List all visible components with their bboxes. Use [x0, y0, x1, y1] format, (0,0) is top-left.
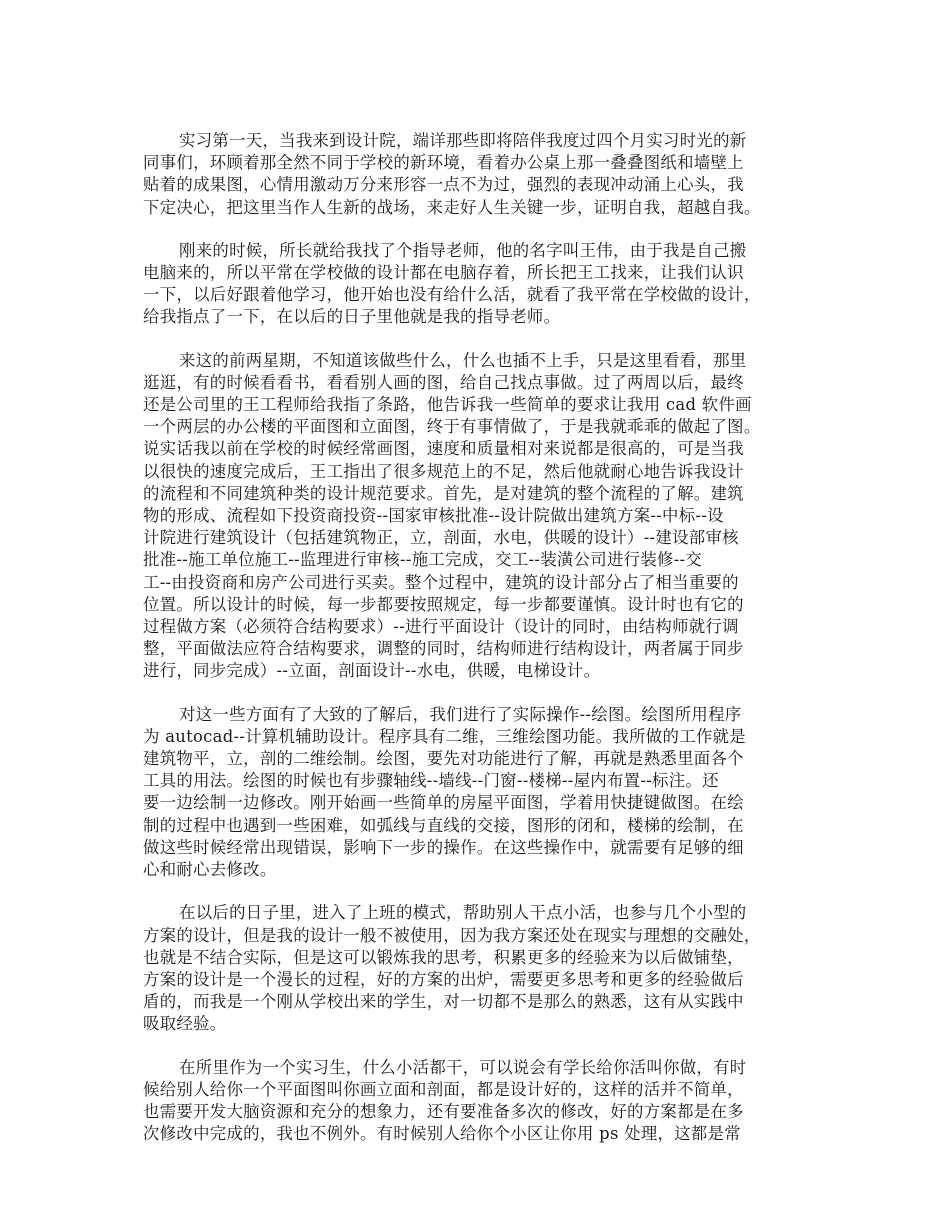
paragraph-line: 下定决心，把这里当作人生新的战场，来走好人生关键一步，证明自我，超越自我。 [143, 197, 761, 217]
paragraph-line: 逛逛，有的时候看看书，看看别人画的图，给自己找点事做。过了两周以后，最终 [143, 372, 744, 392]
paragraph-line: 为 autocad--计算机辅助设计。程序具有二维，三维绘图功能。我所做的工作就是 [143, 726, 746, 746]
paragraph-line: 候给别人给你一个平面图叫你画立面和剖面，都是设计好的，这样的活并不简单， [143, 1079, 744, 1099]
paragraph-line: 工--由投资商和房产公司进行买卖。整个过程中，建筑的设计部分占了相当重要的 [143, 572, 739, 592]
paragraph-line: 整，平面做法应符合结构要求，调整的同时，结构师进行结构设计，两者属于同步 [143, 639, 744, 659]
paragraph-line: 实习第一天，当我来到设计院，端详那些即将陪伴我度过四个月实习时光的新 [179, 131, 747, 150]
paragraph-line: 来这的前两星期，不知道该做些什么，什么也插不上手，只是这里看看，那里 [179, 350, 747, 370]
paragraph [143, 1057, 823, 1146]
paragraph-line: 次修改中完成的，我也不例外。有时候别人给你个小区让你用 ps 处理，这都是常 [143, 1124, 742, 1144]
paragraph-line: 一下，以后好跟着他学习，他开始也没有给什么活，就看了我平常在学校做的设计， [143, 285, 761, 305]
paragraph-line: 方案的设计是一个漫长的过程，好的方案的出炉，需要更多思考和更多的经验做后 [143, 969, 744, 989]
paragraph-line: 批准--施工单位施工--监理进行审核--施工完成，交工--装潢公司进行装修--交 [143, 550, 703, 570]
paragraph-line: 刚来的时候，所长就给我找了个指导老师，他的名字叫王伟，由于我是自己搬 [179, 240, 747, 260]
paragraph-line: 以很快的速度完成后，王工指出了很多规范上的不足，然后他就耐心地告诉我设计 [143, 461, 744, 481]
paragraph-line: 还是公司里的王工程师给我指了条路，他告诉我一些简单的要求让我用 cad 软件画 [143, 395, 752, 415]
paragraph [143, 240, 823, 329]
paragraph-line: 工具的用法。绘图的时候也有步骤轴线--墙线--门窗--楼梯--屋内布置--标注。还 [143, 771, 719, 791]
paragraph-line: 心和耐心去修改。 [143, 860, 277, 880]
paragraph-line: 做这些时候经常出现错误，影响下一步的操作。在这些操作中，就需要有足够的细 [143, 837, 744, 857]
paragraph-line: 制的过程中也遇到一些困难，如弧线与直线的交接，图形的闭和，楼梯的绘制，在 [143, 815, 744, 835]
document-body [143, 130, 823, 1166]
paragraph-line: 过程做方案（必须符合结构要求）--进行平面设计（设计的同时，由结构师就行调 [143, 617, 739, 637]
paragraph [143, 350, 823, 683]
paragraph-line: 吸取经验。 [143, 1014, 227, 1034]
paragraph-line: 贴着的成果图，心情用激动万分来形容一点不为过，强烈的表现冲动涌上心头，我 [143, 175, 744, 195]
paragraph-line: 也需要开发大脑资源和充分的想象力，还有要准备多次的修改，好的方案都是在多 [143, 1101, 744, 1121]
paragraph-line: 说实话我以前在学校的时候经常画图，速度和质量相对来说都是很高的，可是当我 [143, 439, 744, 459]
paragraph-line: 在所里作为一个实习生，什么小活都干，可以说会有学长给你活叫你做，有时 [179, 1057, 747, 1077]
paragraph-line: 一个两层的办公楼的平面图和立面图，终于有事情做了，于是我就乖乖的做起了图。 [143, 417, 761, 437]
paragraph-line: 的流程和不同建筑种类的设计规范要求。首先，是对建筑的整个流程的了解。建筑 [143, 483, 744, 503]
paragraph-line: 也就是不结合实际，但是这可以锻炼我的思考，积累更多的经验来为以后做铺垫， [143, 947, 744, 967]
paragraph-line: 位置。所以设计的时候，每一步都要按照规定，每一步都要谨慎。设计时也有它的 [143, 594, 744, 614]
paragraph-line: 给我指点了一下，在以后的日子里他就是我的指导老师。 [143, 307, 561, 327]
paragraph-line: 同事们，环顾着那全然不同于学校的新环境，看着办公桌上那一叠叠图纸和墙壁上 [143, 153, 744, 173]
paragraph-line: 建筑物平，立，剖的二维绘制。绘图，要先对功能进行了解，再就是熟悉里面各个 [143, 749, 744, 769]
paragraph [143, 902, 823, 1035]
paragraph-line: 方案的设计，但是我的设计一般不被使用，因为我方案还处在现实与理想的交融处， [143, 925, 761, 945]
paragraph [143, 130, 823, 219]
paragraph-line: 对这一些方面有了大致的了解后，我们进行了实际操作--绘图。绘图所用程序 [179, 704, 742, 724]
paragraph [143, 704, 823, 882]
paragraph-line: 盾的，而我是一个刚从学校出来的学生，对一切都不是那么的熟悉，这有从实践中 [143, 992, 744, 1012]
paragraph-line: 电脑来的，所以平常在学校做的设计都在电脑存着，所长把王工找来，让我们认识 [143, 263, 744, 283]
paragraph-line: 物的形成、流程如下投资商投资--国家审核批准--设计院做出建筑方案--中标--设 [143, 506, 724, 526]
paragraph-line: 要一边绘制一边修改。刚开始画一些简单的房屋平面图，学着用快捷键做图。在绘 [143, 793, 744, 813]
paragraph-line: 进行，同步完成）--立面，剖面设计--水电，供暖，电梯设计。 [143, 661, 601, 681]
paragraph-line: 在以后的日子里，进入了上班的模式，帮助别人干点小活，也参与几个小型的 [179, 903, 747, 923]
paragraph-line: 计院进行建筑设计（包括建筑物正，立，剖面，水电，供暖的设计）--建设部审核 [143, 528, 739, 548]
